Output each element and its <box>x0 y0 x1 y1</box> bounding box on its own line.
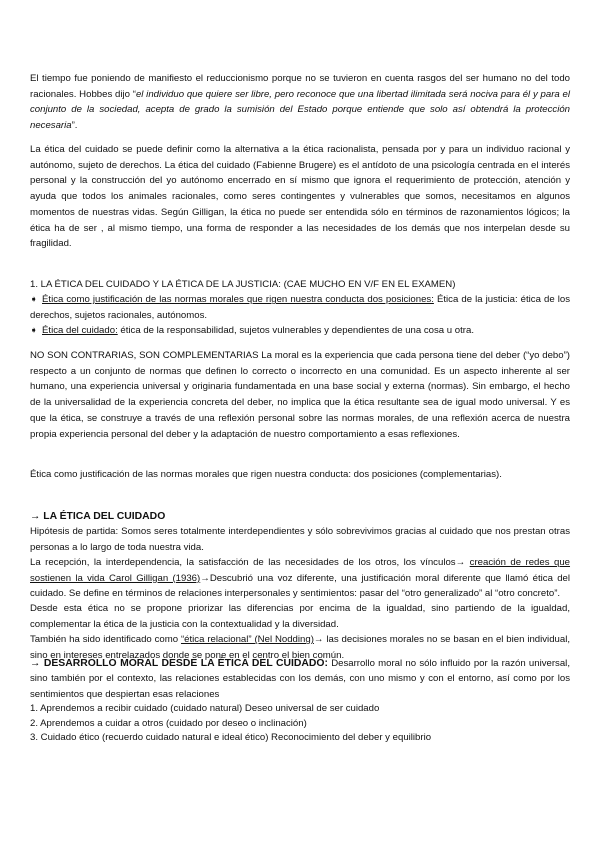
moral-dev-list <box>30 702 570 746</box>
section-care-title: → LA ÉTICA DEL CUIDADO <box>30 511 166 522</box>
reception-text: La recepción, la interdependencia, la satisfacción de las necesidades de los otros, los vínculos→ creación de redes que sostienen la vida Carol Gilligan (1936)→Descubrió una voz diferente, una justificación moral diferente que llamó ética del cuidado. Se define en términos de relaciones interpersonales y sentimientos: pasar del “otro generalizado” al “otro concreto”. <box>30 557 571 600</box>
bullet-justice-heading: Ética como justificación de las normas morales que rigen nuestra conducta dos posiciones: <box>42 294 434 306</box>
list-item: 1. Aprendemos a recibir cuidado (cuidado natural) Deseo universal de ser cuidado <box>30 703 380 714</box>
intro-text-end: ”. <box>71 120 78 132</box>
bullet-care <box>30 323 570 338</box>
section-moral-development <box>30 656 570 702</box>
equality-text: Desde esta ética no se propone priorizar las diferencias por encima de la igualdad, sino partiendo de la igualdad, complementar la ética de la justicia con la contextualidad y la diversidad. <box>30 603 570 630</box>
moral-dev-text: Desarrollo moral no sólo influido por la razón universal, sino también por el contexto, las relaciones establecidas con los demás, con uno mismo y con el entorno, así como por los sentimientos que despiertan esas relaciones <box>30 658 570 700</box>
intro-paragraph <box>30 71 570 134</box>
bullet-care-heading: Ética del cuidado: <box>42 324 118 336</box>
justification-paragraph: Ética como justificación de las normas morales que rigen nuestra conducta: dos posiciones (complementarias). <box>30 469 502 480</box>
care-ethics-paragraph: La ética del cuidado se puede definir como la alternativa a la ética racionalista, pensada por y para un individuo racional y autónomo, sujeto de derechos. La ética del cuidado (Fabienne Brugere) es el antídoto de una psicología centrada en el interés personal y la construcción del yo autónomo encerrado en sí mismo que ignora el requerimiento de protección, atención y ayuda que todos los animales racionales, como seres contingentes y vulnerables que somos, necesitamos en algunos momentos de nuestras vidas. Según Gilligan, la ética no puede ser entendida sólo en términos de razonamientos lógicos; la ética ha de ser , al mismo tiempo, una forma de responder a las necesidades de los demás que nos interpelan desde su fragilidad. <box>30 144 570 250</box>
section-1 <box>30 277 570 338</box>
bullet-justice-text: Ética de la justicia: ética de los derechos, sujetos racionales, autónomos. <box>30 294 570 321</box>
list-item: 3. Cuidado ético (recuerdo cuidado natural e ideal ético) Reconocimiento del deber y equilibrio <box>30 732 432 744</box>
hobbes-quote: el individuo que quiere ser libre, pero reconoce que una libertad ilimitada será nociva para él y para el conjunto de la sociedad, acepta de grado la sumisión del Estado porque entiende que solo así obtendrá la protección necesaria <box>30 88 570 132</box>
section-care-ethics <box>30 509 570 663</box>
arrow-bullet-icon: ➧ <box>30 324 38 335</box>
complementary-paragraph: NO SON CONTRARIAS, SON COMPLEMENTARIAS La moral es la experiencia que cada persona tiene del deber (“yo debo”) respecto a un conjunto de normas que definen lo correcto o incorrecto en una comunidad. Es un aspecto inherente al ser humano, una experiencia universal y originaria fundamentada en una base social y externa (normas). Sin embargo, el hecho de la universalidad de la experiencia concreta del deber, no implica que la ética resultante sea de igual modo universal. Y es que la ética, se construye a través de una reflexión personal sobre las normas morales, de una reflexión acerca de nuestra propia experiencia personal del deber y la adaptación de nuestro comportamiento a esas reflexiones. <box>30 350 570 440</box>
intro-text: El tiempo fue poniendo de manifiesto el reduccionismo porque no se tuvieron en cuenta rasgos del ser humano no del todo racionales. Hobbes dijo “ <box>30 73 570 100</box>
hypothesis-text: Hipótesis de partida: Somos seres totalmente interdependientes y sólo sobrevivimos gracias al cuidado que nos prestan otras personas a lo largo de toda nuestra vida. <box>30 526 570 553</box>
nodding-underlined: “ética relacional” (Nel Nodding) <box>180 634 314 646</box>
gilligan-underlined: creación de redes que sostienen la vida Carol Gilligan (1936) <box>30 557 571 584</box>
bullet-care-text: ética de la responsabilidad, sujetos vulnerables y dependientes de una cosa u otra. <box>117 324 475 336</box>
list-item: 2. Aprendemos a cuidar a otros (cuidado por deseo o inclinación) <box>30 717 307 729</box>
relational-text: También ha sido identificado como “ética relacional” (Nel Nodding)→ las decisiones morales no se basan en el bien individual, sino en intereses entrelazados donde se pone en el centro el bien común. <box>30 634 570 661</box>
moral-dev-title: → DESARROLLO MORAL DESDE LA ÉTICA DEL CUIDADO: <box>30 658 328 669</box>
arrow-bullet-icon: ➧ <box>30 294 38 305</box>
section-1-title: 1. LA ÉTICA DEL CUIDADO Y LA ÉTICA DE LA JUSTICIA: (CAE MUCHO EN V/F EN EL EXAMEN) <box>30 279 456 290</box>
bullet-justice <box>30 292 570 323</box>
